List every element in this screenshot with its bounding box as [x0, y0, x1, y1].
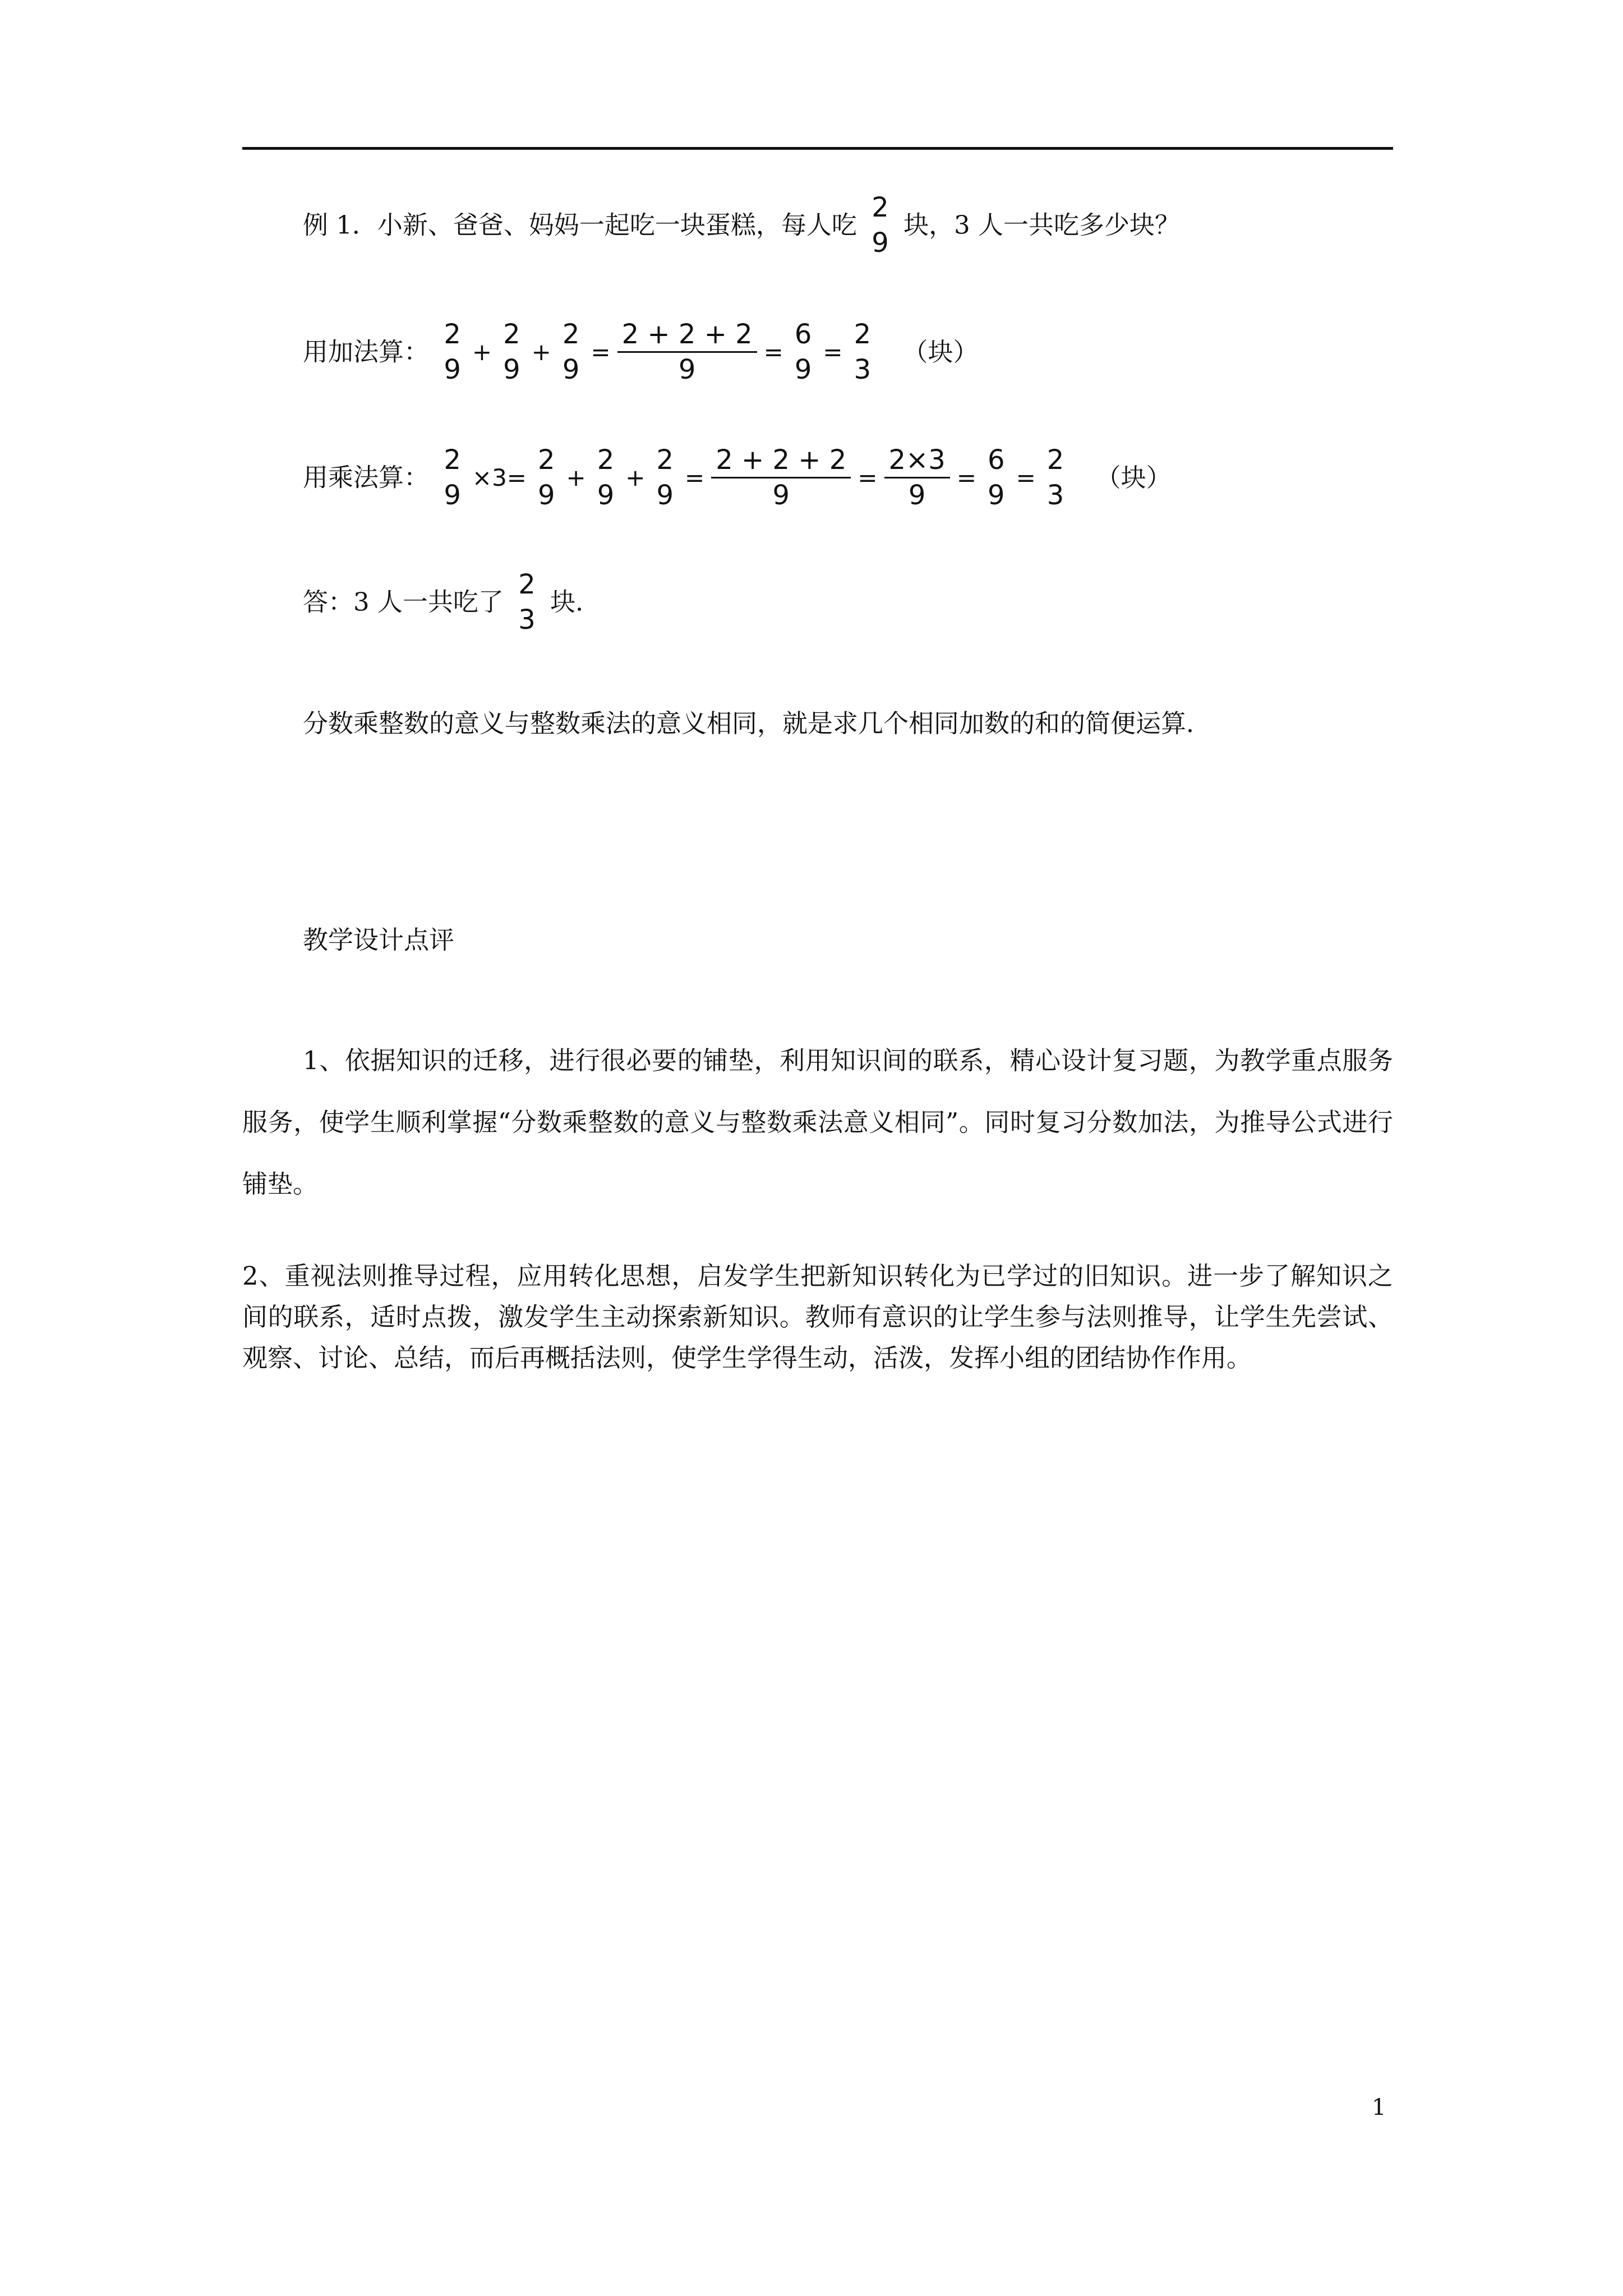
multiplication-expression — [437, 444, 1071, 511]
page-number: 1 — [1372, 2095, 1386, 2120]
fraction — [652, 443, 678, 512]
fraction — [790, 318, 817, 386]
fraction-denominator: 9 — [537, 480, 555, 511]
math-operator: + — [531, 338, 551, 366]
fraction-numerator: 2 — [1046, 444, 1064, 476]
comment-point-1: 1、依据知识的迁移，进行很必要的铺垫，利用知识间的联系，精心设计复习题，为教学重点服务服务，使学生顺利掌握“分数乘整数的意义与整数乘法意义相同”。同时复习分数加法，为推导公式进行铺垫。 — [242, 1046, 1393, 1199]
fraction-numerator: 2 + 2 + 2 — [716, 444, 847, 476]
math-operator: = — [823, 338, 843, 366]
multiplication-unit: （块） — [1095, 462, 1172, 493]
fraction — [850, 318, 876, 386]
fraction — [558, 318, 584, 386]
fraction-denominator: 9 — [872, 227, 889, 259]
addition-label: 用加法算： — [303, 337, 430, 367]
fraction-denominator: 9 — [988, 480, 1005, 511]
fraction-numerator: 2 — [537, 444, 555, 476]
answer-fraction — [514, 568, 540, 637]
fraction-numerator: 2 — [518, 569, 536, 600]
fraction-numerator: 2 + 2 + 2 — [621, 319, 753, 350]
example-line — [303, 191, 1180, 260]
fraction — [983, 443, 1009, 512]
fraction — [499, 318, 525, 386]
meaning-text: 分数乘整数的意义与整数乘法的意义相同，就是求几个相同加数的和的简便运算． — [303, 708, 1212, 738]
example-fraction — [867, 191, 893, 260]
fraction-numerator: 2 — [503, 319, 520, 350]
fraction-numerator: 2 — [444, 444, 461, 476]
fraction — [884, 443, 950, 512]
example-suffix: 块，3 人一共吃多少块？ — [903, 210, 1181, 240]
fraction-denominator: 9 — [597, 480, 615, 511]
fraction-numerator: 6 — [988, 444, 1005, 476]
math-operator: = — [857, 463, 878, 491]
fraction — [617, 318, 757, 386]
addition-unit: （块） — [902, 337, 979, 367]
math-operator: = — [956, 463, 977, 491]
multiplication-label: 用乘法算： — [303, 462, 430, 493]
fraction-denominator: 9 — [656, 480, 674, 511]
math-operator: = — [1016, 463, 1036, 491]
fraction-denominator: 9 — [678, 354, 696, 385]
fraction-denominator: 9 — [444, 480, 461, 511]
fraction — [1043, 443, 1069, 512]
math-operator: + — [625, 463, 645, 491]
section-title: 教学设计点评 — [303, 925, 455, 955]
math-operator: = — [763, 338, 783, 366]
fraction-denominator: 9 — [444, 354, 461, 385]
fraction-denominator: 3 — [1046, 480, 1064, 511]
addition-line — [303, 318, 979, 386]
math-operator: + — [566, 463, 586, 491]
addition-expression — [437, 319, 878, 385]
math-operator: = — [685, 463, 705, 491]
fraction-denominator: 9 — [562, 354, 580, 385]
fraction-denominator: 3 — [518, 604, 536, 636]
fraction-numerator: 2 — [562, 319, 580, 350]
answer-prefix: 答：3 人一共吃了 — [303, 587, 504, 617]
fraction-numerator: 2 — [656, 444, 674, 476]
fraction-numerator: 2 — [872, 192, 889, 223]
math-operator: + — [472, 338, 492, 366]
fraction-denominator: 9 — [772, 480, 790, 511]
fraction — [533, 443, 560, 512]
fraction-denominator: 9 — [794, 354, 812, 385]
fraction-denominator: 9 — [503, 354, 520, 385]
fraction — [593, 443, 619, 512]
fraction — [439, 443, 465, 512]
comment-point-2: 2、重视法则推导过程，应用转化思想，启发学生把新知识转化为已学过的旧知识。进一步了解知识之间的联系，适时点拨，激发学生主动探索新知识。教师有意识的让学生参与法则推导，让学生先尝试、观察、讨论、总结，而后再概括法则，使学生学得生动，活泼，发挥小组的团结协作作用。 — [242, 1261, 1393, 1373]
math-operator: = — [591, 338, 611, 366]
math-operator: ×3= — [472, 463, 527, 491]
fraction-denominator: 9 — [908, 480, 926, 511]
fraction — [439, 318, 465, 386]
multiplication-line — [303, 443, 1172, 512]
fraction-numerator: 2 — [597, 444, 615, 476]
example-prefix: 例 1．小新、爸爸、妈妈一起吃一块蛋糕，每人吃 — [303, 210, 857, 240]
answer-line — [303, 568, 601, 637]
fraction-denominator: 3 — [854, 354, 872, 385]
fraction-numerator: 2 — [444, 319, 461, 350]
fraction-numerator: 2 — [854, 319, 872, 350]
header-rule — [242, 147, 1393, 150]
answer-suffix: 块． — [550, 587, 601, 617]
fraction — [711, 443, 851, 512]
fraction-numerator: 2×3 — [888, 444, 946, 476]
fraction-numerator: 6 — [794, 319, 812, 350]
